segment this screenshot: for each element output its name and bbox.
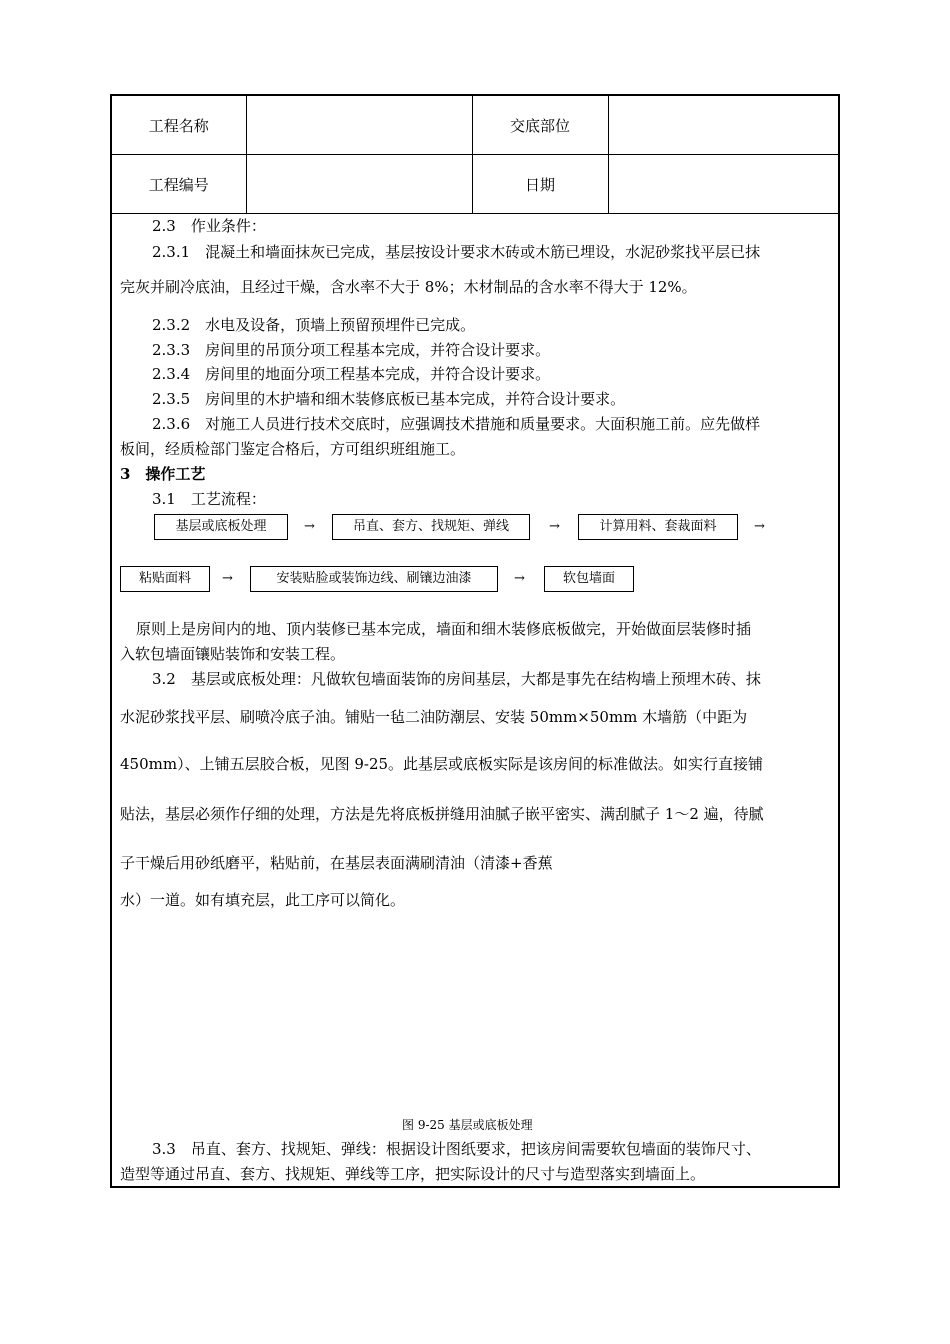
date-value [608,155,838,214]
paragraph: 2.3.1 混凝土和墙面抹灰已完成，基层按设计要求木砖或木筋已埋设，水泥砂浆找平层已抹 [152,243,761,261]
paragraph: 入软包墙面镶贴装饰和安装工程。 [120,645,346,663]
paragraph: 450mm）、上铺五层胶合板，见图 9-25。此基层或底板实际是该房间的标准做法。如实行直接铺 [120,755,764,773]
flow-step-paste-fabric: 粘贴面料 [120,566,210,592]
paragraph: 2.3.3 房间里的吊顶分项工程基本完成，并符合设计要求。 [152,341,551,359]
project-no-value [246,155,472,214]
flow-step-soft-wall: 软包墙面 [544,566,634,592]
paragraph: 子干燥后用砂纸磨平，粘贴前，在基层表面满刷清油（清漆+香蕉 [120,854,553,872]
paragraph: 贴法，基层必须作仔细的处理，方法是先将底板拼缝用油腻子嵌平密实、满刮腻子 1～2 遍，待腻 [120,805,764,823]
document-frame [110,94,840,1188]
header-row-1 [112,96,838,155]
project-no-label: 工程编号 [112,155,246,214]
paragraph: 板间，经质检部门鉴定合格后，方可组织班组施工。 [120,440,466,458]
paragraph: 2.3.2 水电及设备，顶墙上预留预埋件已完成。 [152,316,476,334]
paragraph: 3.3 吊直、套方、找规矩、弹线：根据设计图纸要求，把该房间需要软包墙面的装饰尺寸、 [152,1140,761,1158]
flow-step-base-treatment: 基层或底板处理 [154,514,288,540]
flow-arrow-icon: → [514,571,525,586]
flow-step-plumb-line: 吊直、套方、找规矩、弹线 [332,514,530,540]
part-value [608,96,838,155]
header-row-2 [112,155,838,214]
paragraph: 2.3.5 房间里的木护墙和细木装修底板已基本完成，并符合设计要求。 [152,390,626,408]
paragraph: 原则上是房间内的地、顶内装修已基本完成，墙面和细木装修底板做完，开始做面层装修时插 [136,620,752,638]
section-heading: 3 操作工艺 [120,465,206,483]
project-name-value [246,96,472,155]
paragraph: 3.2 基层或底板处理：凡做软包墙面装饰的房间基层，大都是事先在结构墙上预埋木砖、抹 [152,670,761,688]
figure-caption: 图 9-25 基层或底板处理 [402,1118,533,1132]
flow-arrow-icon: → [222,571,233,586]
flow-step-install-trim: 安装贴脸或装饰边线、刷镶边油漆 [250,566,498,592]
flow-step-material-calc: 计算用料、套裁面料 [578,514,738,540]
paragraph: 水）一道。如有填充层，此工序可以简化。 [120,891,406,909]
subsection-title: 3.1 工艺流程： [152,490,266,508]
flow-arrow-icon: → [754,519,765,534]
part-label: 交底部位 [472,96,608,155]
paragraph: 2.3.6 对施工人员进行技术交底时，应强调技术措施和质量要求。大面积施工前。应先做样 [152,415,761,433]
paragraph: 完灰并刷冷底油，且经过干燥，含水率不大于 8%；木材制品的含水率不得大于 12%。 [120,278,697,296]
header-table [112,96,838,214]
flow-arrow-icon: → [549,519,560,534]
project-name-label: 工程名称 [112,96,246,155]
flow-arrow-icon: → [304,519,315,534]
date-label: 日期 [472,155,608,214]
section-title: 2.3 作业条件： [152,217,266,235]
paragraph: 水泥砂浆找平层、刷喷冷底子油。铺贴一毡二油防潮层、安装 50mm×50mm 木墙筋（中距为 [120,708,748,726]
paragraph: 造型等通过吊直、套方、找规矩、弹线等工序，把实际设计的尺寸与造型落实到墙面上。 [120,1165,706,1183]
paragraph: 2.3.4 房间里的地面分项工程基本完成，并符合设计要求。 [152,365,551,383]
